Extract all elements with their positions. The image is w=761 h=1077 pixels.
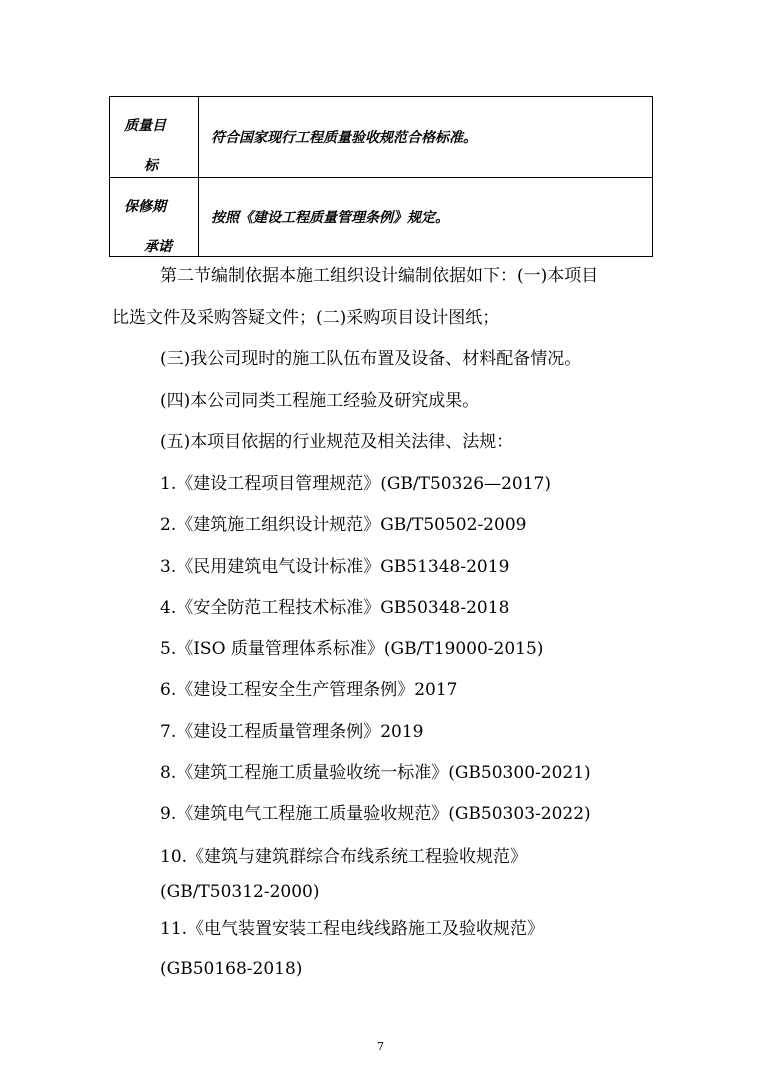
row-label <box>110 97 199 178</box>
table-row <box>110 97 653 178</box>
list-item: 8.《建筑工程施工质量验收统一标准》(GB50300-2021) <box>160 763 591 783</box>
list-item: (GB50168-2018) <box>160 959 303 979</box>
list-item: 2.《建筑施工组织设计规范》GB/T50502-2009 <box>160 515 527 535</box>
paragraph-line: (三)我公司现时的施工队伍布置及设备、材料配备情况。 <box>160 349 582 369</box>
list-item: 11.《电气装置安装工程电线线路施工及验收规范》 <box>160 919 545 939</box>
list-item: 3.《民用建筑电气设计标准》GB51348-2019 <box>160 557 510 577</box>
paragraph-line: (五)本项目依据的行业规范及相关法律、法规： <box>160 432 514 452</box>
table-row <box>110 178 653 257</box>
list-item: 7.《建设工程质量管理条例》2019 <box>160 722 424 742</box>
row-label <box>110 178 199 257</box>
row-label-line1: 质量目 <box>124 118 166 134</box>
requirements-table <box>109 96 653 257</box>
row-label-line1: 保修期 <box>124 199 166 215</box>
row-value: 符合国家现行工程质量验收规范合格标准。 <box>199 97 653 178</box>
list-item: 6.《建设工程安全生产管理条例》2017 <box>160 680 458 700</box>
list-item: 4.《安全防范工程技术标准》GB50348-2018 <box>160 598 510 618</box>
row-label-line2: 标 <box>144 158 158 174</box>
list-item: 1.《建设工程项目管理规范》(GB/T50326—2017) <box>160 474 551 494</box>
list-item: 10.《建筑与建筑群综合布线系统工程验收规范》 <box>160 847 528 867</box>
row-label-line2: 承诺 <box>144 239 172 255</box>
list-item: (GB/T50312-2000) <box>160 882 320 902</box>
row-value: 按照《建设工程质量管理条例》规定。 <box>199 178 653 257</box>
paragraph-line: 第二节编制依据本施工组织设计编制依据如下：(一)本项目 <box>160 266 599 286</box>
list-item: 5.《ISO 质量管理体系标准》(GB/T19000-2015) <box>160 639 544 659</box>
paragraph-line: 比选文件及采购答疑文件；(二)采购项目设计图纸； <box>112 308 500 328</box>
paragraph-line: (四)本公司同类工程施工经验及研究成果。 <box>160 391 480 411</box>
page-number: 7 <box>377 1040 384 1053</box>
list-item: 9.《建筑电气工程施工质量验收规范》(GB50303-2022) <box>160 804 591 824</box>
